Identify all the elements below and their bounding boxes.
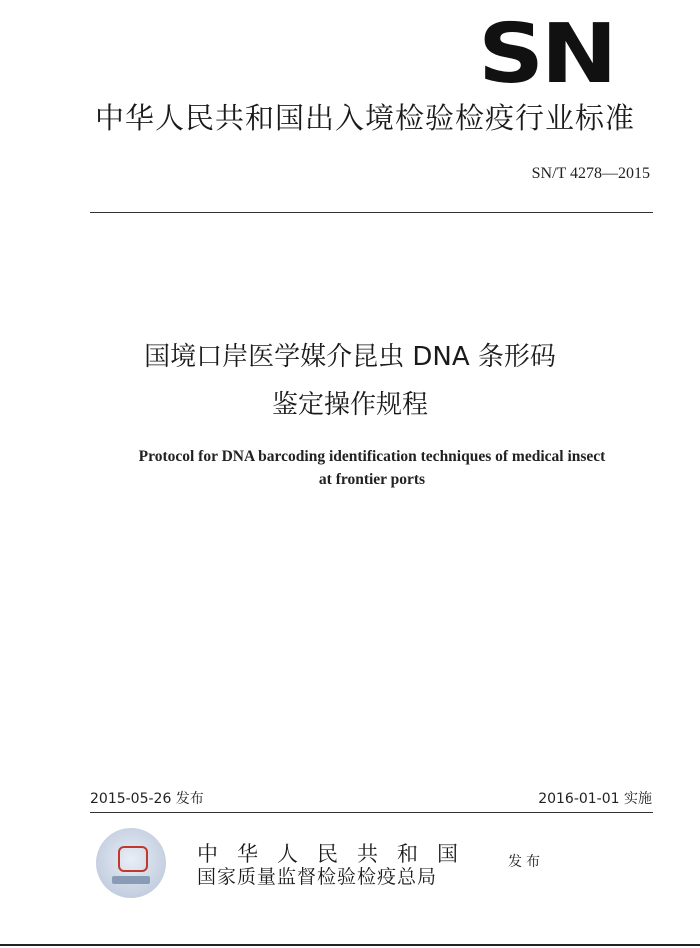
bottom-divider xyxy=(90,812,653,813)
chinese-title-line-1: 国境口岸医学媒介昆虫 DNA 条形码 xyxy=(144,342,556,372)
anti-counterfeit-seal-icon xyxy=(96,828,166,898)
standard-code: SN/T 4278—2015 xyxy=(531,165,650,182)
top-divider xyxy=(90,212,653,213)
sn-logo: SN xyxy=(478,7,615,102)
publisher-suffix: 发布 xyxy=(508,854,544,870)
page-edge-line xyxy=(0,944,700,946)
chinese-title-line-2: 鉴定操作规程 xyxy=(271,390,428,420)
seal-band xyxy=(112,876,150,884)
publisher-line-1: 中华人民共和国 xyxy=(197,842,477,866)
standard-category: 中华人民共和国出入境检验检疫行业标准 xyxy=(95,101,636,135)
implementation-date: 2016-01-01 实施 xyxy=(538,791,652,807)
issue-date: 2015-05-26 发布 xyxy=(90,791,204,807)
seal-emblem xyxy=(118,846,148,872)
publisher-line-2: 国家质量监督检验检疫总局 xyxy=(197,866,438,888)
english-title-line-2: at frontier ports xyxy=(318,471,426,488)
english-title-line-1: Protocol for DNA barcoding identification techniques of medical insect xyxy=(138,448,606,465)
